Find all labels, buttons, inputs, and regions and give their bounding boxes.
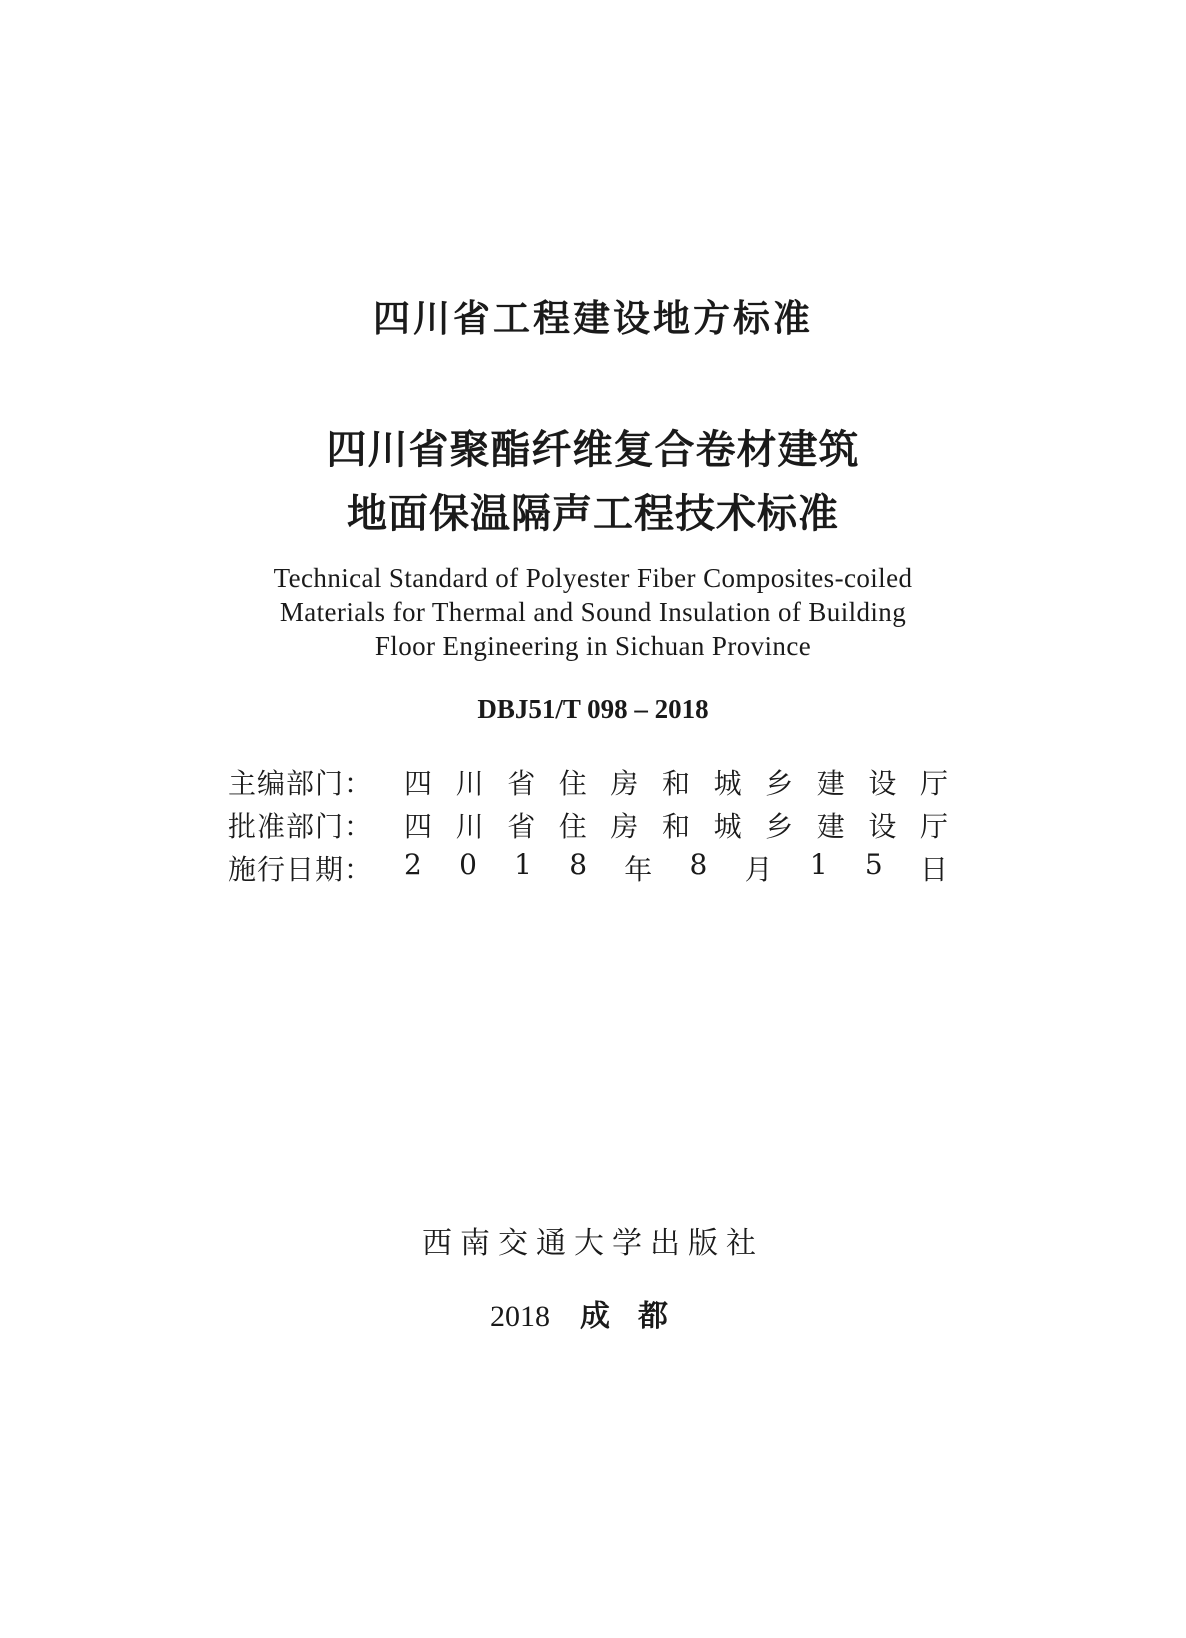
title-zh-line-2: 地面保温隔声工程技术标准 bbox=[347, 491, 839, 537]
editor-row bbox=[228, 760, 948, 803]
editor-char: 和 bbox=[661, 766, 690, 800]
approver-char: 川 bbox=[455, 809, 484, 843]
editor-char: 房 bbox=[610, 766, 639, 800]
series-title: 四川省工程建设地方标准 bbox=[373, 297, 813, 340]
effective-date-char: 年 bbox=[624, 852, 653, 886]
editor-char: 厅 bbox=[919, 766, 948, 800]
publisher-name: 西南交通大学出版社 bbox=[422, 1226, 764, 1261]
approver-char: 住 bbox=[558, 809, 587, 843]
editor-char: 城 bbox=[713, 766, 742, 800]
effective-date-char: 2 bbox=[404, 847, 422, 881]
effective-date-row bbox=[228, 846, 948, 889]
imprint-year: 2018 bbox=[490, 1300, 550, 1333]
effective-date-char: 5 bbox=[864, 847, 883, 881]
document-title-english bbox=[0, 561, 1186, 663]
approver-char: 房 bbox=[610, 809, 639, 843]
editor-char: 乡 bbox=[765, 766, 794, 800]
approver-char: 省 bbox=[507, 809, 536, 843]
editor-char: 设 bbox=[868, 766, 897, 800]
approver-char: 四 bbox=[404, 809, 433, 843]
approver-char: 设 bbox=[868, 809, 897, 843]
editor-label: 主编部门： bbox=[228, 766, 374, 800]
editor-char: 建 bbox=[816, 766, 845, 800]
approver-char: 和 bbox=[661, 809, 690, 843]
imprint bbox=[0, 1291, 1186, 1335]
effective-date-char: 月 bbox=[744, 852, 773, 886]
title-en-line-1: Technical Standard of Polyester Fiber Composites-coiled bbox=[273, 563, 913, 593]
effective-date-char: 1 bbox=[809, 847, 828, 881]
imprint-city: 成都 bbox=[580, 1299, 696, 1334]
editor-char: 四 bbox=[404, 766, 433, 800]
effective-date-char: 8 bbox=[689, 847, 708, 881]
editor-char: 省 bbox=[507, 766, 536, 800]
editor-value bbox=[404, 762, 948, 802]
approver-char: 城 bbox=[713, 809, 742, 843]
title-en-line-2: Materials for Thermal and Sound Insulation of Building bbox=[279, 597, 907, 627]
approver-value bbox=[404, 805, 948, 845]
editor-char: 住 bbox=[558, 766, 587, 800]
effective-date-value bbox=[404, 848, 948, 888]
metadata-block bbox=[228, 760, 948, 889]
title-en-line-3: Floor Engineering in Sichuan Province bbox=[374, 631, 812, 661]
effective-date-label: 施行日期： bbox=[228, 852, 374, 886]
effective-date-char: 1 bbox=[514, 847, 532, 881]
document-title-chinese bbox=[0, 418, 1186, 546]
effective-date-char: 0 bbox=[459, 847, 477, 881]
approver-char: 厅 bbox=[919, 809, 948, 843]
effective-date-char: 8 bbox=[569, 847, 588, 881]
approver-label: 批准部门： bbox=[228, 809, 374, 843]
title-zh-line-1: 四川省聚酯纤维复合卷材建筑 bbox=[326, 427, 860, 473]
effective-date-char: 日 bbox=[919, 852, 948, 886]
approver-row bbox=[228, 803, 948, 846]
approver-char: 建 bbox=[816, 809, 845, 843]
standard-code: DBJ51/T 098 – 2018 bbox=[477, 694, 709, 724]
editor-char: 川 bbox=[455, 766, 484, 800]
approver-char: 乡 bbox=[765, 809, 794, 843]
